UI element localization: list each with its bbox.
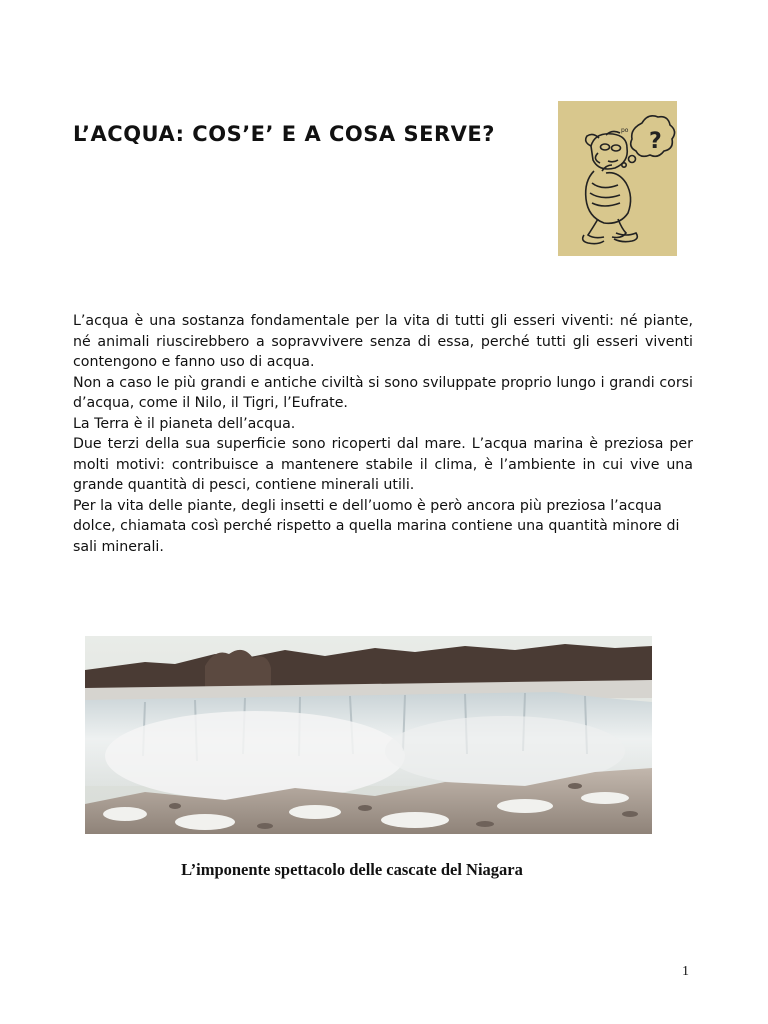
niagara-falls-photo (85, 636, 652, 834)
thinking-cartoon-image (558, 101, 677, 256)
waterfall-illustration (85, 636, 652, 834)
paragraph-3: La Terra è il pianeta dell’acqua. (73, 415, 296, 432)
thinking-boy-illustration (558, 101, 677, 256)
photo-caption: L’imponente spettacolo delle cascate del Niagara (181, 860, 523, 879)
paragraph-2: Non a caso le più grandi e antiche civiltà si sono sviluppate proprio lungo i grandi corsi d’acqua, come il Nilo, il Tigri, l’Eufrate. (73, 374, 693, 411)
paragraph-1: L’acqua è una sostanza fondamentale per la vita di tutti gli esseri viventi: né piante, né animali riuscirebbero a sopravvivere senza di essa, perché tutti gli esseri viventi contengono e fanno uso di acqua. (73, 313, 693, 370)
question-mark: ? (649, 129, 662, 154)
page-title: L’ACQUA: COS’E’ E A COSA SERVE? (73, 122, 495, 146)
page-number: 1 (682, 964, 689, 979)
svg-text:po: po (621, 127, 629, 134)
body-text (73, 311, 693, 557)
paragraph-4: Due terzi della sua superficie sono ricoperti dal mare. L’acqua marina è preziosa per molti motivi: contribuisce a mantenere stabile il clima, è l’ambiente in cui vive una grande quantità di pesci, contiene minerali utili. (73, 436, 693, 493)
paragraph-5: Per la vita delle piante, degli insetti e dell’uomo è però ancora più preziosa l’acqua dolce, chiamata così perché rispetto a quella marina contiene una quantità minore di sali minerali. (73, 497, 680, 555)
